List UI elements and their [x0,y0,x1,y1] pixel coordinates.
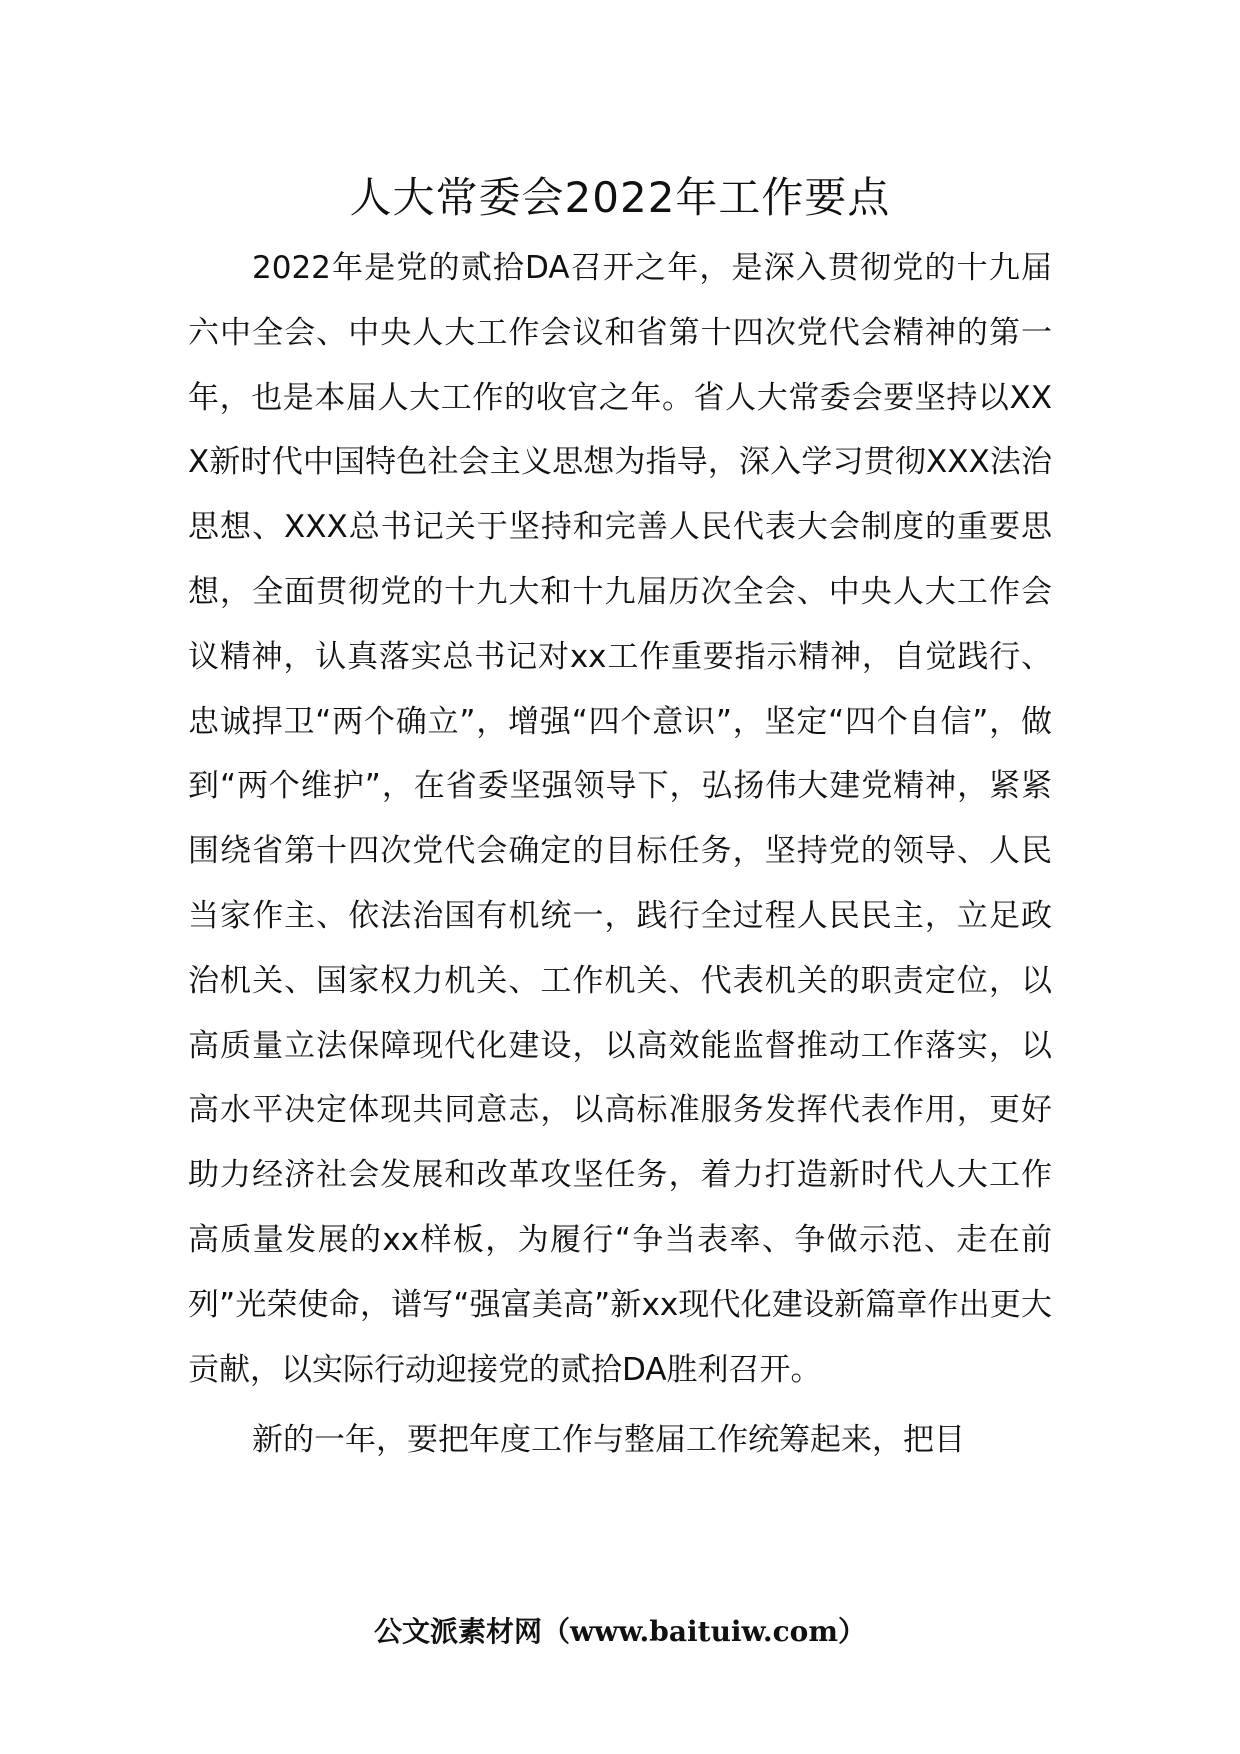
document-body [188,236,1052,1473]
document-title: 人大常委会2022年工作要点 [349,173,891,222]
body-paragraph: 2022年是党的贰拾DA召开之年，是深入贯彻党的十九届六中全会、中央人大工作会议和省第十四次党代会精神的第一年，也是本届人大工作的收官之年。省人大常委会要坚持以XXX新时代中国特色社会主义思想为指导，深入学习贯彻XXX法治思想、XXX总书记关于坚持和完善人民代表大会制度的重要思想，全面贯彻党的十九大和十九届历次全会、中央人大工作会议精神，认真落实总书记对xx工作重要指示精神，自觉践行、忠诚捍卫“两个确立”，增强“四个意识”，坚定“四个自信”，做到“两个维护”，在省委坚强领导下，弘扬伟大建党精神，紧紧围绕省第十四次党代会确定的目标任务，坚持党的领导、人民当家作主、依法治国有机统一，践行全过程人民民主，立足政治机关、国家权力机关、工作机关、代表机关的职责定位，以高质量立法保障现代化建设，以高效能监督推动工作落实，以高水平决定体现共同意志，以高标准服务发挥代表作用，更好助力经济社会发展和改革攻坚任务，着力打造新时代人大工作高质量发展的xx样板，为履行“争当表率、争做示范、走在前列”光荣使命，谱写“强富美高”新xx现代化建设新篇章作出更大贡献，以实际行动迎接党的贰拾DA胜利召开。 [188,250,1052,1388]
body-paragraph: 新的一年，要把年度工作与整届工作统筹起来，把目 [252,1422,965,1459]
footer-watermark: 公文派素材网（www.baituiw.com） [374,1615,866,1648]
